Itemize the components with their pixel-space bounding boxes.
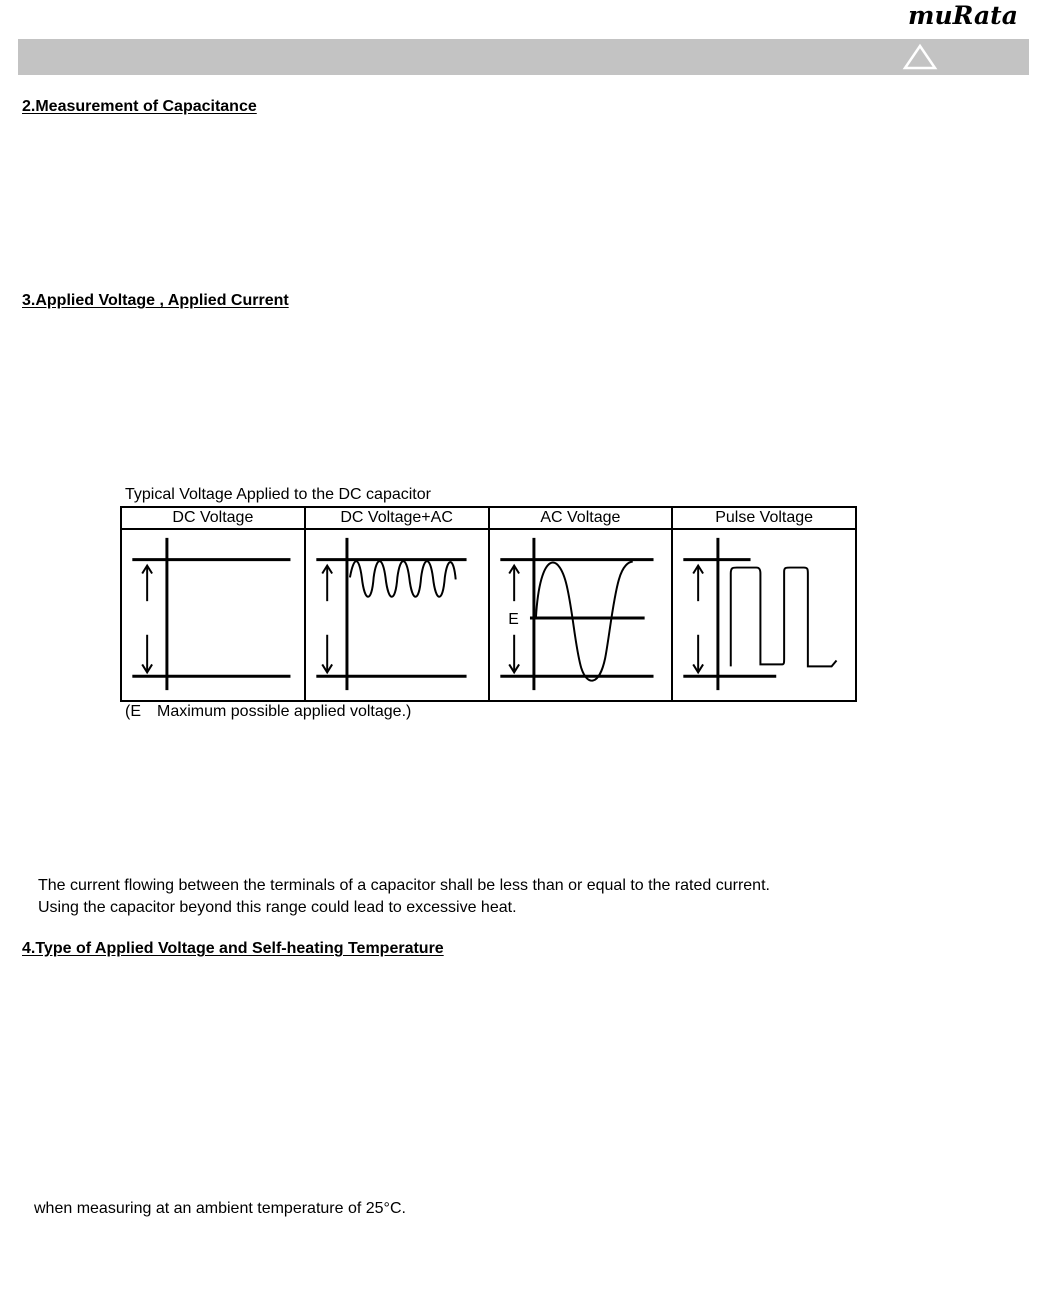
column-header-dc: DC Voltage [121,507,305,529]
svg-text:muRata: muRata [908,1,1018,30]
paragraph-line: Using the capacitor beyond this range could lead to excessive heat. [38,899,517,916]
dc-voltage-waveform [122,530,304,700]
rated-current-paragraph [38,875,770,919]
voltage-type-table [120,506,857,702]
section-heading-self-heating: 4.Type of Applied Voltage and Self-heating Temperature [22,940,444,957]
dc-ac-voltage-cell [305,529,489,701]
ac-voltage-waveform [490,530,672,700]
figure-note-text: Maximum possible applied voltage.) [157,703,412,720]
figure-caption: Typical Voltage Applied to the DC capacitor [125,486,431,503]
e-label: E [507,610,519,628]
figure-note [125,703,411,721]
ac-voltage-cell [489,529,673,701]
header-bar [18,39,1029,75]
section-heading-applied-voltage: 3.Applied Voltage , Applied Current [22,292,289,309]
section-heading-capacitance: 2.Measurement of Capacitance [22,98,257,115]
column-header-dc-ac: DC Voltage+AC [305,507,489,529]
murata-logo [906,0,1018,34]
triangle-warning-icon [902,43,938,71]
pulse-voltage-cell [672,529,856,701]
dc-voltage-cell [121,529,305,701]
column-header-ac: AC Voltage [489,507,673,529]
figure-note-prefix: (E [125,703,141,720]
dc-ac-voltage-waveform [306,530,488,700]
ambient-temperature-text: when measuring at an ambient temperature of 25°C. [34,1200,406,1217]
paragraph-line: The current flowing between the terminals of a capacitor shall be less than or equal to the rated current. [38,877,770,894]
pulse-voltage-waveform [673,530,855,700]
column-header-pulse: Pulse Voltage [672,507,856,529]
